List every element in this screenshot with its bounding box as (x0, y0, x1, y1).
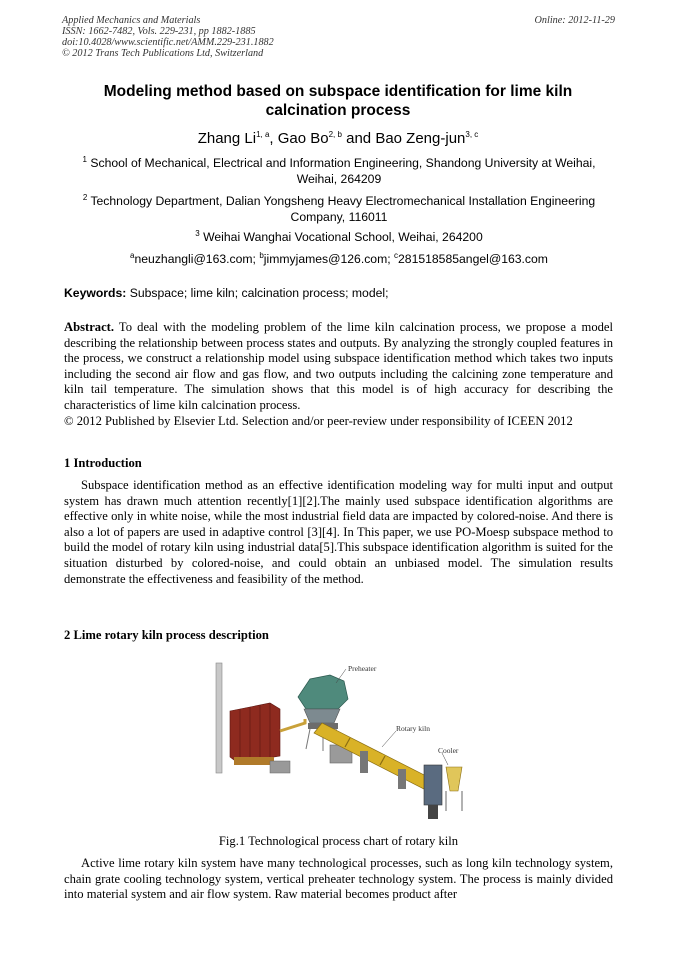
keywords-text: Subspace; lime kiln; calcination process; model; (126, 286, 389, 300)
email-a-sup: a (130, 250, 135, 260)
online-date: Online: 2012-11-29 (534, 15, 615, 26)
affiliation-3 (70, 229, 608, 245)
dust-collector (230, 703, 280, 765)
rotary-kiln-figure (210, 661, 470, 826)
author-2: , Gao Bo (269, 130, 329, 147)
figure-caption: Fig.1 Technological process chart of rotary kiln (218, 834, 459, 848)
affiliation-3-text: Weihai Wanghai Vocational School, Weihai, 264200 (203, 230, 483, 244)
author-3: and Bao Zeng-jun (346, 130, 466, 147)
affiliation-1-text: School of Mechanical, Electrical and Information Engineering, Shandong University at Weihai, Weihai, 264209 (90, 156, 596, 186)
email-b-sup: b (259, 250, 264, 260)
label-cooler: Cooler (438, 746, 459, 755)
abstract-notice: © 2012 Published by Elsevier Ltd. Selection and/or peer-review under responsibility of ICEEN 2012 (64, 413, 573, 428)
author-1-sup: 1, a (256, 130, 270, 139)
affiliation-1-sup: 1 (82, 154, 87, 164)
email-line (70, 251, 608, 267)
journal-name: Applied Mechanics and Materials (62, 15, 201, 26)
section-1-text: Subspace identification method as an effective identification modeling way for multi input and output system has drawn much attention recently[1][2].The mainly used subspace identification algorithms are effective only in white noise, while the most industrial field data are impacted by colored-noise. And there is also a lot of papers are used in adaptive control [3][4]. In This paper, we use PO-Moesp subspace method to build the model of rotary kiln using industrial data[5].This subspace identification algorithm is suited for the situation disturbed by colored-noise, and could obtain an unbiased model. The simulation results demonstrate the effectiveness and feasibility of the method. (64, 478, 613, 586)
author-line (62, 130, 614, 147)
affiliation-2-sup: 2 (82, 192, 88, 202)
abstract-label: Abstract. (64, 320, 115, 334)
paper-title: Modeling method based on subspace identification for lime kiln calcination process (103, 83, 573, 119)
section-1-heading: 1 Introduction (64, 456, 142, 470)
email-c-sup: c (394, 250, 399, 260)
chimney (216, 663, 222, 773)
abstract (64, 320, 613, 429)
author-3-sup: 3, c (465, 130, 479, 139)
abstract-text: To deal with the modeling problem of the lime kiln calcination process, we propose a model describing the relationship between process states and outputs. By analyzing the strongly coupled features in the process, we construct a relationship model using subspace identification method which takes two inputs including the second air flow and gas flow, and two outputs including the calcining zone temperature and kiln tail temperature. The simulation shows that this model is of high accuracy for describing the characteristics of lime kiln calcination process. (64, 320, 613, 412)
email-a[interactable]: neuzhangli@163.com; (134, 252, 260, 266)
section-2-heading: 2 Lime rotary kiln process description (64, 628, 269, 642)
duct (280, 719, 305, 731)
affiliation-3-sup: 3 (195, 228, 200, 238)
email-b[interactable]: jimmyjames@126.com; (263, 252, 395, 266)
label-rotary-kiln: Rotary kiln (396, 724, 430, 733)
affiliation-2-text: Technology Department, Dalian Yongsheng Heavy Electromechanical Installation Engineering Company, 116011 (90, 194, 596, 224)
cooler (424, 765, 462, 819)
fan-block (270, 761, 290, 773)
label-preheater: Preheater (348, 664, 377, 673)
affiliation-1 (70, 155, 608, 187)
keywords (64, 286, 388, 300)
issn-line: ISSN: 1662-7482, Vols. 229-231, pp 1882-1885 (62, 26, 256, 37)
email-c[interactable]: 281518585angel@163.com (398, 252, 548, 266)
affiliation-2 (70, 193, 608, 225)
running-header (62, 15, 274, 59)
doi-line: doi:10.4028/www.scientific.net/AMM.229-231.1882 (62, 37, 274, 48)
section-2-text: Active lime rotary kiln system have many technological processes, such as long kiln technology system, chain grate cooling technology system, vertical preheater technology system. The process is mainly divided into material system and air flow system. Raw material becomes product after (64, 856, 613, 902)
publisher-copyright: © 2012 Trans Tech Publications Ltd, Switzerland (62, 48, 264, 59)
author-2-sup: 2, b (328, 130, 342, 139)
keywords-label: Keywords: (64, 286, 127, 300)
author-1: Zhang Li (197, 130, 257, 147)
